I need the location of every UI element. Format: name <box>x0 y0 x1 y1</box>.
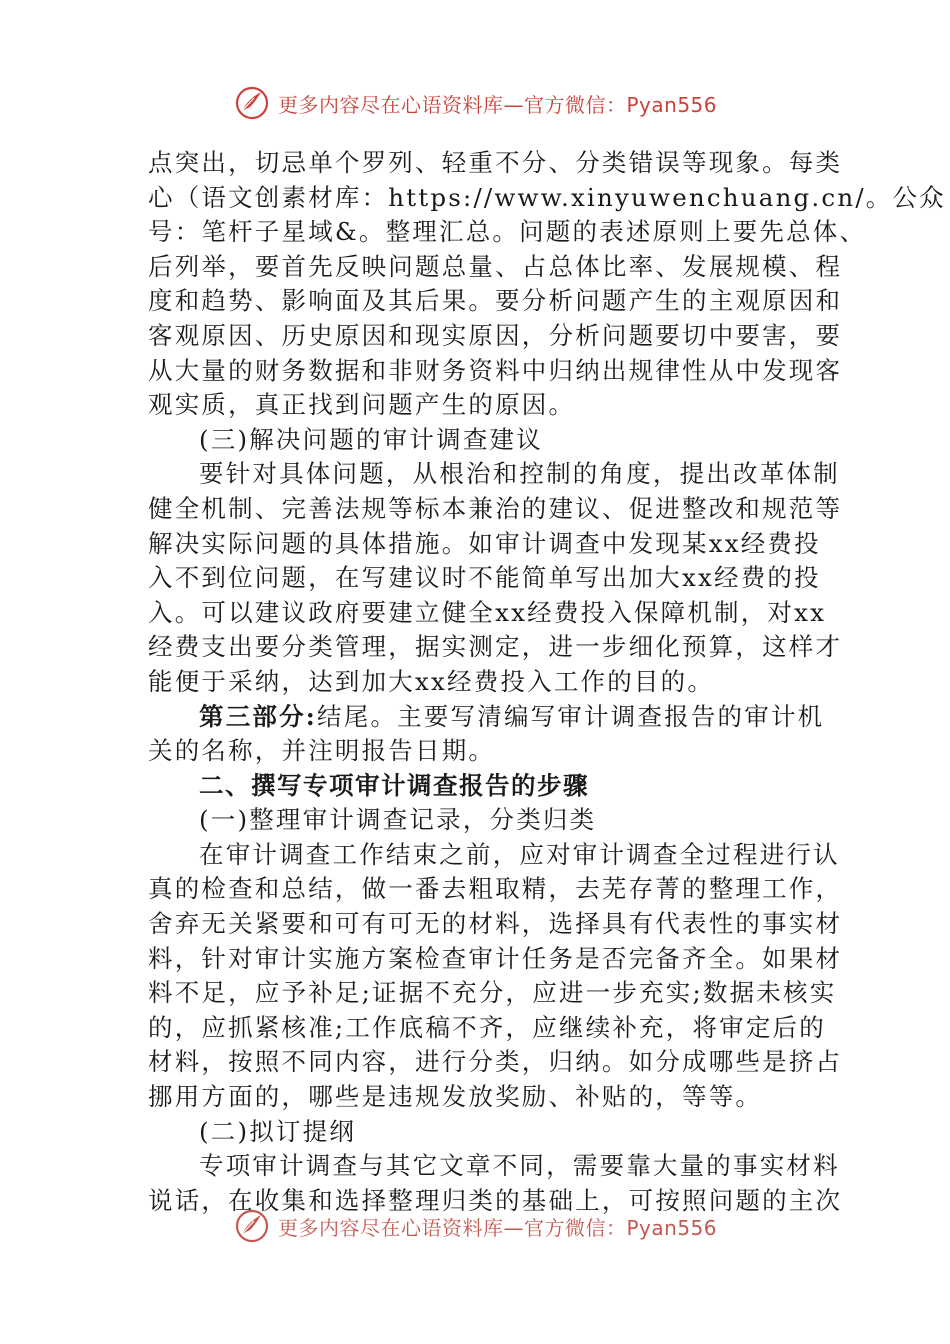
body-line: 健全机制、完善法规等标本兼治的建议、促进整改和规范等 <box>148 493 843 523</box>
section-heading: (三)解决问题的审计调查建议 <box>199 424 543 454</box>
body-line: 经费支出要分类管理，据实测定，进一步细化预算，这样才 <box>148 632 843 662</box>
body-line: 度和趋势、影响面及其后果。要分析问题产生的主观原因和 <box>148 286 843 316</box>
body-line: 料不足，应予补足;证据不充分，应进一步充实;数据未核实 <box>148 978 837 1008</box>
body-line: 说话，在收集和选择整理归类的基础上，可按照问题的主次 <box>148 1185 843 1215</box>
body-line: 要针对具体问题，从根治和控制的角度，提出改革体制 <box>199 459 840 489</box>
body-line: 后列举，要首先反映问题总量、占总体比率、发展规模、程 <box>148 251 843 281</box>
footer-watermark-text: 更多内容尽在心语资料库—官方微信：Pyan556 <box>278 1215 718 1240</box>
body-line: 号：笔杆子星域&。整理汇总。问题的表述原则上要先总体、 <box>148 217 867 247</box>
header-watermark-text: 更多内容尽在心语资料库—官方微信：Pyan556 <box>278 92 718 117</box>
quill-logo-icon <box>234 1208 270 1244</box>
quill-logo-icon <box>234 85 270 121</box>
body-line: 在审计调查工作结束之前，应对审计调查全过程进行认 <box>199 839 840 869</box>
part-three-label: 第三部分: <box>199 701 318 731</box>
chapter-heading: 二、撰写专项审计调查报告的步骤 <box>199 770 589 800</box>
body-line: 从大量的财务数据和非财务资料中归纳出规律性从中发现客 <box>148 355 843 385</box>
body-line: 的，应抓紧核准;工作底稿不齐，应继续补充，将审定后的 <box>148 1012 826 1042</box>
body-line: 点突出，切忌单个罗列、轻重不分、分类错误等现象。每类 <box>148 148 843 177</box>
body-line: 真的检查和总结，做一番去粗取精，去芜存菁的整理工作， <box>148 874 843 904</box>
body-line: 客观原因、历史原因和现实原因，分析问题要切中要害，要 <box>148 320 843 350</box>
body-line: 入。可以建议政府要建立健全xx经费投入保障机制，对xx <box>148 597 827 627</box>
body-line: 入不到位问题，在写建议时不能简单写出加大xx经费的投 <box>148 563 821 593</box>
part-three-line <box>148 700 825 735</box>
body-line: 料，针对审计实施方案检查审计任务是否完备齐全。如果材 <box>148 943 843 973</box>
body-text: 结尾。主要写清编写审计调查报告的审计机 <box>317 701 825 731</box>
body-line: 专项审计调查与其它文章不同，需要靠大量的事实材料 <box>199 1151 840 1181</box>
footer-watermark <box>234 1207 717 1245</box>
body-line: 观实质，真正找到问题产生的原因。 <box>148 390 576 420</box>
document-body <box>148 146 946 1218</box>
body-line: 关的名称，并注明报告日期。 <box>148 736 496 766</box>
body-line: 解决实际问题的具体措施。如审计调查中发现某xx经费投 <box>148 528 821 558</box>
section-heading: (二)拟订提纲 <box>199 1116 357 1146</box>
body-line: 挪用方面的，哪些是违规发放奖励、补贴的，等等。 <box>148 1082 763 1112</box>
body-line: 材料，按照不同内容，进行分类，归纳。如分成哪些是挤占 <box>148 1047 843 1077</box>
header-watermark <box>234 84 717 122</box>
body-line: 心（语文创素材库：https://www.xinyuwenchuang.cn/。公众 <box>148 182 946 212</box>
section-heading: (一)整理审计调查记录，分类归类 <box>199 805 597 835</box>
body-line: 能便于采纳，达到加大xx经费投入工作的目的。 <box>148 666 715 696</box>
body-line: 舍弃无关紧要和可有可无的材料，选择具有代表性的事实材 <box>148 909 843 939</box>
